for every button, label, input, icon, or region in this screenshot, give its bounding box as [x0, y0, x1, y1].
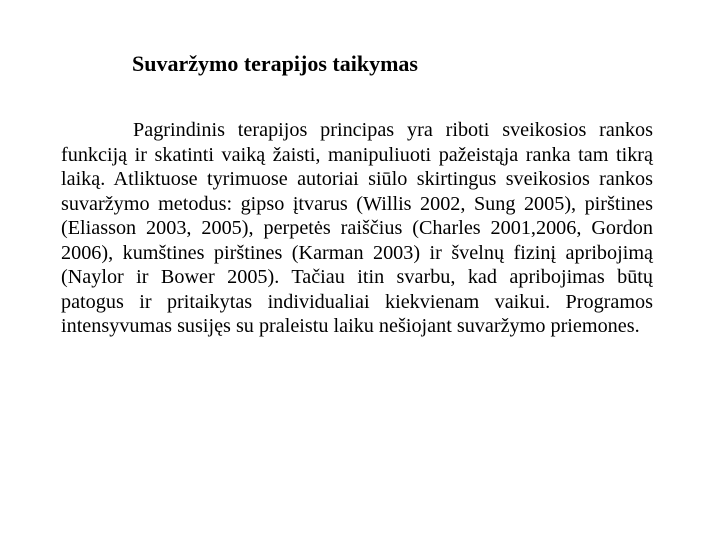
- body-paragraph: Pagrindinis terapijos principas yra riboti sveikosios rankos funkciją ir skatinti vaiką žaisti, manipuliuoti pažeistąja ranka tam tikrą laiką. Atliktuose tyrimuose autoriai siūlo skirtingus sveikosios rankos suvaržymo metodus: gipso įtvarus (Willis 2002, Sung 2005), pirštines (Eliasson 2003, 2005), perpetės raiščius (Charles 2001,2006, Gordon 2006), kumštines pirštines (Karman 2003) ir švelnų fizinį apribojimą (Naylor ir Bower 2005). Tačiau itin svarbu, kad apribojimas būtų patogus ir pritaikytas individualiai kiekvienam vaikui. Programos intensyvumas susijęs su praleistu laiku nešiojant suvaržymo priemones.: [61, 119, 653, 337]
- slide-title: Suvaržymo terapijos taikymas: [132, 51, 418, 76]
